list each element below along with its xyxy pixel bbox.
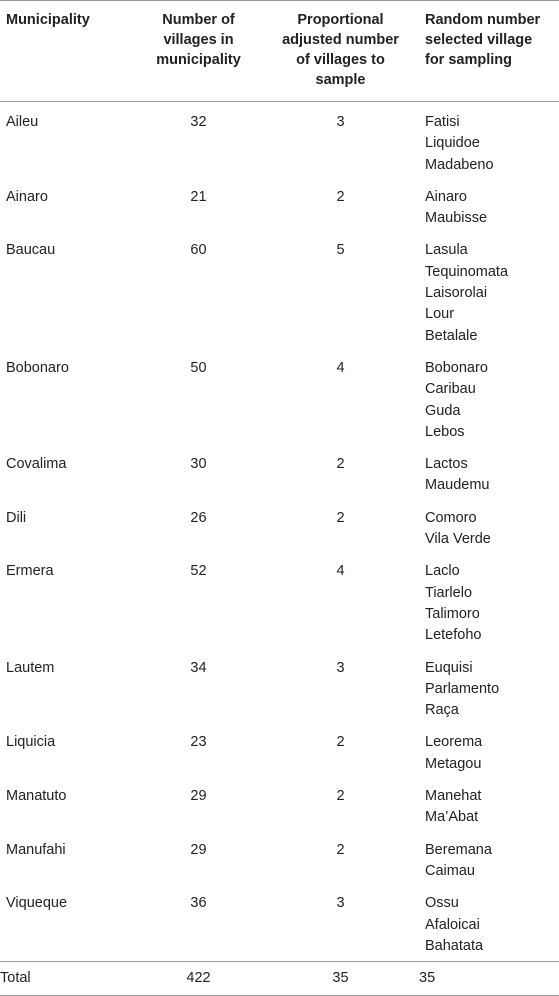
header-villages-line: municipality xyxy=(156,52,241,68)
total-row xyxy=(0,962,559,996)
cell-municipality: Aileu xyxy=(6,114,39,130)
selected-village: Beremana xyxy=(425,841,492,858)
header-villages-line: villages in xyxy=(163,32,234,48)
total-sample: 35 xyxy=(262,962,419,996)
table-row xyxy=(0,351,559,447)
cell-number-of-villages: 26 xyxy=(190,509,207,526)
table-body xyxy=(0,102,559,996)
table-row xyxy=(0,886,559,961)
selected-village: Liquidoe xyxy=(425,135,480,152)
cell-municipality: Lautem xyxy=(6,659,55,676)
table-row xyxy=(0,779,559,833)
cell-selected-villages xyxy=(419,351,559,447)
selected-village: Ossu xyxy=(425,895,459,912)
selected-village: Comoro xyxy=(425,509,477,526)
cell-selected-villages xyxy=(419,886,559,961)
cell-municipality: Ermera xyxy=(6,563,54,580)
selected-village: Caimau xyxy=(425,862,475,879)
table-row xyxy=(0,651,559,726)
header-proportional-line: adjusted number xyxy=(282,32,399,48)
table-row xyxy=(0,501,559,555)
selected-village: Tequinomata xyxy=(425,263,509,280)
cell-selected-villages xyxy=(419,725,559,779)
cell-selected-villages xyxy=(419,501,559,555)
selected-village: Bahatata xyxy=(425,937,484,954)
cell-proportional-sample: 3 xyxy=(336,114,345,130)
cell-proportional-sample: 2 xyxy=(336,509,345,526)
cell-proportional-sample: 2 xyxy=(336,841,345,858)
selected-village: Talimoro xyxy=(425,605,480,622)
cell-municipality: Liquicia xyxy=(6,734,56,751)
cell-selected-villages xyxy=(419,233,559,350)
cell-number-of-villages: 29 xyxy=(190,841,207,858)
cell-proportional-sample: 4 xyxy=(336,563,345,580)
total-villages: 422 xyxy=(135,962,262,996)
selected-village: Fatisi xyxy=(425,114,460,130)
header-proportional-line: Proportional xyxy=(297,12,384,28)
cell-number-of-villages: 21 xyxy=(190,188,207,205)
table-row xyxy=(0,102,559,180)
cell-proportional-sample: 4 xyxy=(336,359,345,376)
cell-number-of-villages: 60 xyxy=(190,242,207,259)
selected-village: Laclo xyxy=(425,563,460,580)
selected-village: Tiarlelo xyxy=(425,584,473,601)
header-proportional-line: sample xyxy=(315,72,366,88)
table-row xyxy=(0,180,559,234)
header-random-line: selected village xyxy=(425,32,533,48)
selected-village: Caribau xyxy=(425,381,476,398)
table-row xyxy=(0,233,559,350)
selected-village: Vila Verde xyxy=(425,531,491,548)
header-proportional-sample xyxy=(262,1,419,102)
selected-village: Maubisse xyxy=(425,210,488,227)
selected-village: Leorema xyxy=(425,734,483,751)
header-random-line: Random number xyxy=(425,12,541,28)
cell-proportional-sample: 2 xyxy=(336,788,345,805)
cell-proportional-sample: 2 xyxy=(336,734,345,751)
header-proportional-line: of villages to xyxy=(296,52,385,68)
selected-village: Lasula xyxy=(425,242,468,259)
cell-municipality: Baucau xyxy=(6,242,56,259)
header-random-selected-village xyxy=(419,1,559,102)
table-row xyxy=(0,833,559,887)
selected-village: Metagou xyxy=(425,755,482,772)
table-row xyxy=(0,554,559,650)
selected-village: Maudemu xyxy=(425,477,490,494)
selected-village: Laisorolai xyxy=(425,285,488,302)
cell-proportional-sample: 2 xyxy=(336,456,345,473)
table-row xyxy=(0,447,559,501)
cell-selected-villages xyxy=(419,833,559,887)
selected-village: Parlamento xyxy=(425,680,500,697)
cell-proportional-sample: 5 xyxy=(336,242,345,259)
cell-number-of-villages: 52 xyxy=(190,563,207,580)
cell-number-of-villages: 32 xyxy=(190,114,207,130)
selected-village: Guda xyxy=(425,402,461,419)
selected-village: Letefoho xyxy=(425,627,482,644)
selected-village: Ma’Abat xyxy=(425,809,479,826)
header-random-line: for sampling xyxy=(425,52,513,68)
cell-number-of-villages: 34 xyxy=(190,659,207,676)
cell-number-of-villages: 23 xyxy=(190,734,207,751)
cell-municipality: Bobonaro xyxy=(6,359,69,376)
cell-selected-villages xyxy=(419,447,559,501)
cell-selected-villages xyxy=(419,651,559,726)
cell-proportional-sample: 2 xyxy=(336,188,345,205)
selected-village: Afaloicai xyxy=(425,916,480,933)
selected-village: Lactos xyxy=(425,456,468,473)
selected-village: Lebos xyxy=(425,423,465,440)
table-row xyxy=(0,725,559,779)
total-label: Total xyxy=(0,962,135,996)
selected-village: Manehat xyxy=(425,788,482,805)
selected-village: Bobonaro xyxy=(425,359,488,376)
header-municipality xyxy=(0,1,135,102)
selected-village: Ainaro xyxy=(425,188,467,205)
selected-village: Betalale xyxy=(425,327,478,344)
header-row xyxy=(0,1,559,102)
cell-municipality: Covalima xyxy=(6,456,67,473)
cell-number-of-villages: 29 xyxy=(190,788,207,805)
cell-municipality: Ainaro xyxy=(6,188,48,205)
cell-number-of-villages: 30 xyxy=(190,456,207,473)
cell-selected-villages xyxy=(419,180,559,234)
cell-municipality: Manufahi xyxy=(6,841,66,858)
table-header xyxy=(0,1,559,102)
selected-village: Madabeno xyxy=(425,156,494,173)
header-number-of-villages xyxy=(135,1,262,102)
selected-village: Euquisi xyxy=(425,659,473,676)
cell-selected-villages xyxy=(419,554,559,650)
cell-proportional-sample: 3 xyxy=(336,659,345,676)
selected-village: Raça xyxy=(425,702,459,719)
header-villages-line: Number of xyxy=(162,12,235,28)
header-municipality-text: Municipality xyxy=(6,12,90,28)
cell-number-of-villages: 50 xyxy=(190,359,207,376)
total-selected: 35 xyxy=(419,962,559,996)
selected-village: Lour xyxy=(425,306,455,323)
cell-selected-villages xyxy=(419,102,559,180)
cell-selected-villages xyxy=(419,779,559,833)
cell-municipality: Dili xyxy=(6,509,27,526)
cell-municipality: Viqueque xyxy=(6,895,68,912)
cell-number-of-villages: 36 xyxy=(190,895,207,912)
cell-proportional-sample: 3 xyxy=(336,895,345,912)
cell-municipality: Manatuto xyxy=(6,788,67,805)
